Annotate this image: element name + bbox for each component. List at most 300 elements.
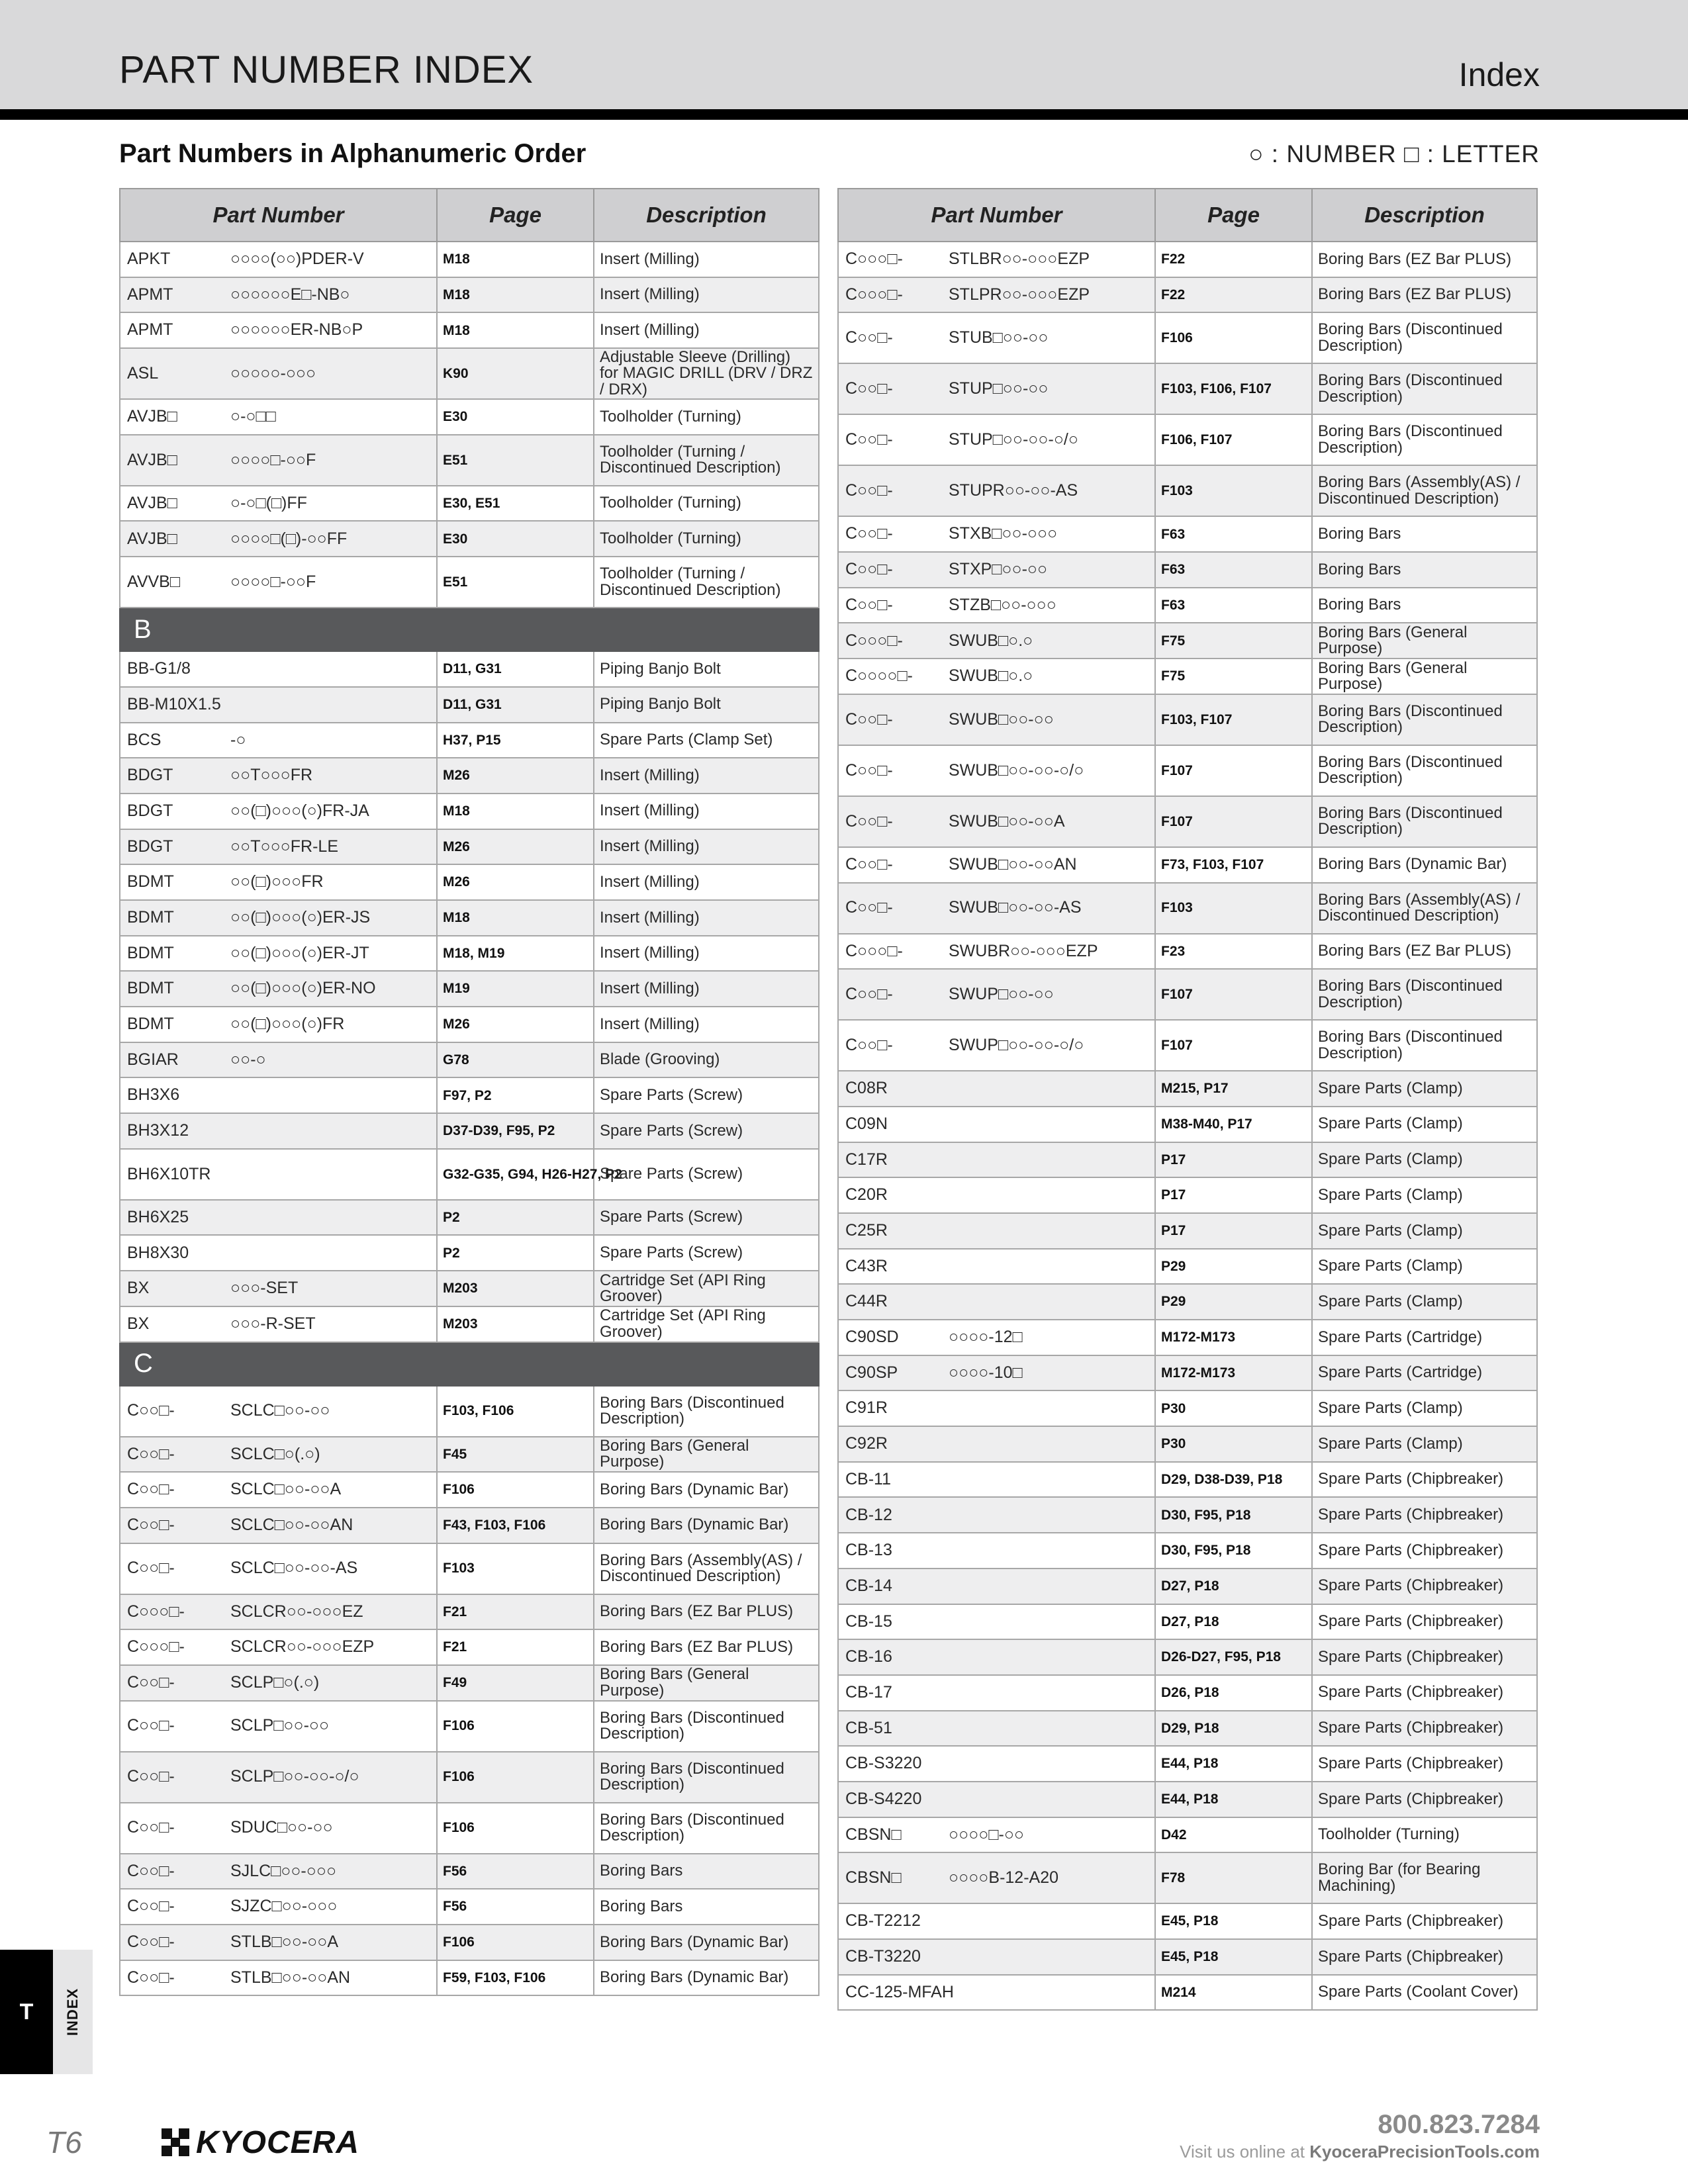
description-cell: Spare Parts (Chipbreaker) [1312, 1639, 1537, 1675]
part-number-cell [838, 1355, 1155, 1391]
description-cell: Spare Parts (Clamp) [1312, 1390, 1537, 1426]
table-row [120, 723, 819, 758]
table-row [120, 1113, 819, 1149]
part-number-cell [838, 659, 1155, 694]
description-cell: Boring Bars (Discontinued Description) [1312, 969, 1537, 1020]
part-prefix: C○○□- [127, 1444, 175, 1463]
page-reference-cell: F103, F107 [1155, 694, 1312, 745]
table-row [838, 1249, 1537, 1285]
description-cell: Insert (Milling) [594, 312, 819, 348]
description-cell: Toolholder (Turning / Discontinued Description) [594, 557, 819, 608]
table-row [120, 1077, 819, 1113]
description-cell: Boring Bars (Discontinued Description) [1312, 694, 1537, 745]
part-suffix: ○○○○○○E□-NB○ [230, 285, 350, 304]
description-cell: Boring Bars (Discontinued Description) [1312, 745, 1537, 796]
page-reference-cell: F103 [437, 1543, 594, 1594]
part-prefix: CB-15 [845, 1612, 892, 1631]
page-reference-cell: F103 [1155, 465, 1312, 516]
part-suffix: ○-○□□ [230, 407, 276, 426]
description-cell: Spare Parts (Clamp) [1312, 1142, 1537, 1178]
table-row [838, 1903, 1537, 1939]
description-cell: Boring Bars (General Purpose) [1312, 659, 1537, 694]
table-row [838, 465, 1537, 516]
part-prefix: CB-S4220 [845, 1790, 922, 1809]
description-cell: Spare Parts (Chipbreaker) [1312, 1711, 1537, 1747]
part-number-cell [120, 1437, 437, 1473]
page-reference-cell: P17 [1155, 1177, 1312, 1213]
part-suffix: SCLP□○○-○○-○/○ [230, 1767, 359, 1786]
part-number-cell [120, 1271, 437, 1306]
part-prefix: C○○□- [127, 1818, 175, 1837]
part-prefix: APMT [127, 285, 173, 304]
page-reference-cell: E44, P18 [1155, 1782, 1312, 1817]
table-row [838, 796, 1537, 847]
page-reference-cell: P17 [1155, 1142, 1312, 1178]
part-number-cell [120, 242, 437, 277]
description-cell: Boring Bars (EZ Bar PLUS) [1312, 277, 1537, 313]
description-cell: Blade (Grooving) [594, 1042, 819, 1078]
part-prefix: C○○□- [127, 1861, 175, 1880]
page-reference-cell: D26, P18 [1155, 1675, 1312, 1711]
description-cell: Spare Parts (Screw) [594, 1200, 819, 1236]
description-cell: Boring Bars (Assembly(AS) / Discontinued Description) [1312, 465, 1537, 516]
section-tab[interactable] [0, 1950, 53, 2074]
part-number-cell [838, 1142, 1155, 1178]
description-cell: Spare Parts (Chipbreaker) [1312, 1675, 1537, 1711]
part-number-cell [120, 900, 437, 936]
part-prefix: CB-12 [845, 1505, 892, 1524]
table-row [838, 1975, 1537, 2011]
part-number-cell [120, 1149, 437, 1200]
page-reference-cell: F106 [437, 1472, 594, 1508]
table-row [838, 969, 1537, 1020]
part-prefix: CB-17 [845, 1682, 892, 1702]
part-prefix: BH3X6 [127, 1085, 180, 1105]
table-row [838, 1939, 1537, 1975]
part-prefix: BCS [127, 730, 162, 749]
page-reference-cell: F63 [1155, 552, 1312, 588]
table-row [120, 399, 819, 435]
description-cell: Spare Parts (Screw) [594, 1235, 819, 1271]
part-prefix: CBSN□ [845, 1825, 902, 1844]
part-number-cell [120, 1113, 437, 1149]
page-reference-cell: M203 [437, 1271, 594, 1306]
section-letter: B [120, 608, 819, 651]
part-prefix: C○○□- [845, 854, 893, 874]
part-prefix: C○○○○□- [845, 666, 913, 686]
part-prefix: C○○□- [845, 898, 893, 917]
contact-phone: 800.823.7284 [1378, 2110, 1540, 2139]
page-reference-cell: D29, D38-D39, P18 [1155, 1462, 1312, 1498]
part-prefix: C○○□- [845, 379, 893, 398]
part-prefix: C43R [845, 1256, 888, 1275]
column-header-page: Page [1155, 189, 1312, 242]
table-row [838, 1852, 1537, 1903]
page-reference-cell: P2 [437, 1200, 594, 1236]
page-reference-cell: F21 [437, 1594, 594, 1630]
part-suffix: SWUB□○.○ [949, 666, 1033, 686]
page-reference-cell: F56 [437, 1854, 594, 1889]
page-reference-cell: D37-D39, F95, P2 [437, 1113, 594, 1149]
page-reference-cell: M26 [437, 829, 594, 865]
page-reference-cell: M172-M173 [1155, 1355, 1312, 1391]
description-cell: Toolholder (Turning) [1312, 1817, 1537, 1853]
table-row [838, 1675, 1537, 1711]
table-row [838, 1284, 1537, 1320]
table-row [120, 557, 819, 608]
part-suffix: ○○-○ [230, 1050, 266, 1069]
table-row [838, 1320, 1537, 1355]
kyocera-emblem-icon [159, 2126, 192, 2159]
part-suffix: ○○○-SET [230, 1279, 299, 1298]
page-reference-cell: F106 [437, 1752, 594, 1803]
description-cell: Spare Parts (Coolant Cover) [1312, 1975, 1537, 2011]
table-row [120, 1472, 819, 1508]
table-row [838, 1020, 1537, 1071]
part-prefix: CB-T2212 [845, 1911, 921, 1931]
website-link[interactable]: KyoceraPrecisionTools.com [1309, 2142, 1540, 2161]
table-row [838, 745, 1537, 796]
part-number-cell [120, 1543, 437, 1594]
part-number-cell [838, 1426, 1155, 1462]
part-prefix: C92R [845, 1434, 888, 1453]
part-prefix: C○○□- [845, 811, 893, 831]
section-label: Index [1458, 56, 1540, 93]
table-row [838, 516, 1537, 552]
part-suffix: SWUB□○○-○○-○/○ [949, 760, 1084, 780]
part-number-cell [838, 1020, 1155, 1071]
table-row [120, 1007, 819, 1042]
website-prefix: Visit us online at [1180, 2142, 1310, 2161]
part-number-cell [838, 1852, 1155, 1903]
table-row [120, 687, 819, 723]
table-row [120, 864, 819, 900]
page-reference-cell: F22 [1155, 277, 1312, 313]
part-number-cell [838, 1782, 1155, 1817]
part-number-cell [838, 1746, 1155, 1782]
part-number-cell [838, 745, 1155, 796]
table-row [838, 1426, 1537, 1462]
part-suffix: SDUC□○○-○○ [230, 1818, 333, 1837]
part-prefix: BB-M10X1.5 [127, 694, 221, 713]
page-reference-cell: D29, P18 [1155, 1711, 1312, 1747]
part-number-cell [838, 1390, 1155, 1426]
page-reference-cell: H37, P15 [437, 723, 594, 758]
part-number-cell [120, 435, 437, 486]
column-header-part-number: Part Number [838, 189, 1155, 242]
part-number-cell [120, 758, 437, 794]
part-prefix: BDMT [127, 979, 174, 998]
part-number-cell [120, 1042, 437, 1078]
part-suffix: SWUP□○○-○○-○/○ [949, 1035, 1084, 1054]
part-number-cell [120, 521, 437, 557]
page-reference-cell: F106 [437, 1803, 594, 1854]
description-cell: Insert (Milling) [594, 864, 819, 900]
part-number-cell [838, 969, 1155, 1020]
table-row [838, 847, 1537, 883]
table-row [838, 1177, 1537, 1213]
part-suffix: SJLC□○○-○○○ [230, 1861, 337, 1880]
part-suffix: STLB□○○-○○AN [230, 1968, 351, 1987]
part-suffix: ○○(□)○○○(○)FR [230, 1015, 345, 1034]
table-row [120, 1701, 819, 1752]
description-cell: Spare Parts (Chipbreaker) [1312, 1604, 1537, 1640]
table-row [838, 1569, 1537, 1604]
part-prefix: C20R [845, 1185, 888, 1205]
table-row [838, 623, 1537, 659]
description-cell: Boring Bars (Discontinued Description) [1312, 363, 1537, 414]
part-prefix: AVJB□ [127, 493, 177, 512]
table-row [838, 1817, 1537, 1853]
part-number-cell [838, 1903, 1155, 1939]
part-number-cell [838, 363, 1155, 414]
part-number-cell [120, 1235, 437, 1271]
part-suffix: SCLCR○○-○○○EZP [230, 1637, 375, 1657]
description-cell: Insert (Milling) [594, 971, 819, 1007]
part-suffix: ○○○○□(□)-○○FF [230, 529, 348, 548]
description-cell: Spare Parts (Screw) [594, 1113, 819, 1149]
part-number-cell [838, 1284, 1155, 1320]
part-prefix: C09N [845, 1114, 888, 1133]
description-cell: Spare Parts (Screw) [594, 1149, 819, 1200]
part-prefix: C○○□- [127, 1515, 175, 1534]
part-prefix: BDGT [127, 766, 173, 785]
part-suffix: ○○○○□-○○F [230, 450, 316, 469]
brand-logo [159, 2122, 359, 2163]
page-reference-cell: M26 [437, 1007, 594, 1042]
section-tab-letter: T [19, 1999, 34, 2025]
part-number-cell [120, 399, 437, 435]
description-cell: Insert (Milling) [594, 936, 819, 972]
part-suffix: ○○○○B-12-A20 [949, 1868, 1059, 1888]
page-reference-cell: M19 [437, 971, 594, 1007]
page-reference-cell: E45, P18 [1155, 1903, 1312, 1939]
part-prefix: C○○□- [127, 1933, 175, 1952]
part-prefix: AVVB□ [127, 572, 180, 591]
part-prefix: BH8X30 [127, 1243, 189, 1262]
description-cell: Boring Bars (Dynamic Bar) [594, 1960, 819, 1996]
page-reference-cell: M38-M40, P17 [1155, 1107, 1312, 1142]
description-cell: Boring Bars (Discontinued Description) [594, 1803, 819, 1854]
column-header-part-number: Part Number [120, 189, 437, 242]
part-number-cell [120, 1508, 437, 1543]
part-prefix: C○○□- [127, 1968, 175, 1987]
page-reference-cell: F103 [1155, 883, 1312, 934]
part-suffix: SCLP□○○-○○ [230, 1716, 330, 1735]
table-body-left [120, 242, 819, 1995]
part-prefix: C○○○□- [845, 250, 903, 269]
description-cell: Cartridge Set (API Ring Groover) [594, 1306, 819, 1342]
part-number-cell [838, 1675, 1155, 1711]
page-reference-cell: F103, F106, F107 [1155, 363, 1312, 414]
part-prefix: C○○○□- [845, 941, 903, 960]
description-cell: Spare Parts (Chipbreaker) [1312, 1746, 1537, 1782]
part-suffix: STLPR○○-○○○EZP [949, 285, 1090, 304]
part-number-cell [838, 516, 1155, 552]
page-reference-cell: F107 [1155, 1020, 1312, 1071]
part-number-cell [120, 1629, 437, 1665]
description-cell: Boring Bars (General Purpose) [594, 1437, 819, 1473]
table-row [120, 1803, 819, 1854]
part-number-cell [838, 1071, 1155, 1107]
page-reference-cell: D11, G31 [437, 687, 594, 723]
page-reference-cell: E30 [437, 521, 594, 557]
part-prefix: C○○□- [127, 1480, 175, 1499]
part-suffix: STUB□○○-○○ [949, 328, 1049, 347]
part-suffix: STUP□○○-○○-○/○ [949, 430, 1078, 449]
part-number-cell [838, 883, 1155, 934]
description-cell: Insert (Milling) [594, 277, 819, 313]
table-row [120, 1149, 819, 1200]
part-number-cell [838, 847, 1155, 883]
description-cell: Boring Bars [594, 1889, 819, 1925]
page-reference-cell: M203 [437, 1306, 594, 1342]
header-rule [0, 109, 1688, 120]
part-prefix: C○○□- [845, 430, 893, 449]
page-reference-cell: D26-D27, F95, P18 [1155, 1639, 1312, 1675]
page-reference-cell: D42 [1155, 1817, 1312, 1853]
part-number-cell [838, 1711, 1155, 1747]
page-reference-cell: M18 [437, 242, 594, 277]
part-number-cell [838, 1249, 1155, 1285]
letter-section-header [120, 608, 819, 651]
part-prefix: C08R [845, 1079, 888, 1098]
description-cell: Spare Parts (Cartridge) [1312, 1355, 1537, 1391]
part-prefix: C○○□- [845, 560, 893, 579]
description-cell: Boring Bars (Dynamic Bar) [594, 1925, 819, 1960]
brand-wordmark: KYOCERA [196, 2124, 360, 2160]
description-cell: Spare Parts (Chipbreaker) [1312, 1497, 1537, 1533]
description-cell: Spare Parts (Chipbreaker) [1312, 1462, 1537, 1498]
part-suffix: SCLC□○(.○) [230, 1444, 320, 1463]
table-row [120, 1306, 819, 1342]
part-suffix: ○○○○□-○○ [949, 1825, 1025, 1844]
part-prefix: CB-51 [845, 1718, 892, 1737]
table-row [120, 758, 819, 794]
part-number-cell [838, 1533, 1155, 1569]
description-cell: Boring Bars (Discontinued Description) [594, 1701, 819, 1752]
part-prefix: CB-13 [845, 1541, 892, 1560]
table-row [838, 1533, 1537, 1569]
part-number-cell [838, 312, 1155, 363]
page-reference-cell: M18 [437, 900, 594, 936]
part-number-cell [120, 1007, 437, 1042]
index-subtitle: Part Numbers in Alphanumeric Order [119, 139, 586, 168]
part-number-cell [838, 623, 1155, 659]
part-number-cell [838, 242, 1155, 277]
description-cell: Boring Bars [1312, 588, 1537, 623]
part-suffix: SWUB□○○-○○ [949, 709, 1054, 729]
part-number-cell [838, 1320, 1155, 1355]
part-number-cell [838, 1817, 1155, 1853]
part-suffix: STUP□○○-○○ [949, 379, 1049, 398]
description-cell: Boring Bars (Discontinued Description) [594, 1386, 819, 1437]
part-suffix: SCLC□○○-○○ [230, 1401, 330, 1420]
part-number-cell [120, 1752, 437, 1803]
page-reference-cell: E51 [437, 557, 594, 608]
table-row [838, 1071, 1537, 1107]
part-suffix: STXB□○○-○○○ [949, 524, 1058, 543]
part-prefix: C○○□- [845, 481, 893, 500]
table-row [838, 588, 1537, 623]
letter-section-header [120, 1342, 819, 1386]
part-number-cell [838, 277, 1155, 313]
table-row [838, 1107, 1537, 1142]
part-prefix: AVJB□ [127, 450, 177, 469]
page-reference-cell: F106 [1155, 312, 1312, 363]
part-suffix: ○○○-R-SET [230, 1314, 316, 1333]
part-number-cell [120, 1386, 437, 1437]
part-index-table-left [119, 188, 820, 1996]
description-cell: Spare Parts (Clamp Set) [594, 723, 819, 758]
page-reference-cell: F59, F103, F106 [437, 1960, 594, 1996]
part-prefix: BB-G1/8 [127, 659, 191, 678]
description-cell: Boring Bars (Discontinued Description) [1312, 796, 1537, 847]
part-prefix: BH6X10TR [127, 1164, 211, 1183]
part-prefix: C○○□- [845, 328, 893, 347]
table-row [120, 242, 819, 277]
part-suffix: SWUB□○○-○○AN [949, 854, 1077, 874]
part-number-cell [120, 1472, 437, 1508]
page-reference-cell: P29 [1155, 1249, 1312, 1285]
part-prefix: C○○□- [845, 984, 893, 1003]
part-suffix: SCLC□○○-○○A [230, 1480, 342, 1499]
description-cell: Toolholder (Turning) [594, 521, 819, 557]
table-row [120, 971, 819, 1007]
part-prefix: BDMT [127, 908, 174, 927]
page-reference-cell: P17 [1155, 1213, 1312, 1249]
table-row [838, 1390, 1537, 1426]
page-reference-cell: K90 [437, 348, 594, 399]
part-prefix: CB-T3220 [845, 1947, 921, 1966]
table-row [838, 1711, 1537, 1747]
table-row [120, 651, 819, 687]
symbol-legend: ○ : NUMBER □ : LETTER [1248, 140, 1540, 167]
part-suffix: ○○○○○○ER-NB○P [230, 320, 363, 340]
page-reference-cell: M172-M173 [1155, 1320, 1312, 1355]
page-reference-cell: F21 [437, 1629, 594, 1665]
part-number-cell [120, 1665, 437, 1701]
part-prefix: CB-S3220 [845, 1754, 922, 1773]
table-row [120, 1629, 819, 1665]
description-cell: Insert (Milling) [594, 829, 819, 865]
part-number-cell [838, 694, 1155, 745]
table-row [838, 883, 1537, 934]
part-number-cell [838, 414, 1155, 465]
page-reference-cell: F75 [1155, 623, 1312, 659]
description-cell: Boring Bars (Discontinued Description) [1312, 414, 1537, 465]
part-suffix: STLBR○○-○○○EZP [949, 250, 1090, 269]
part-prefix: BDGT [127, 801, 173, 820]
description-cell: Boring Bar (for Bearing Machining) [1312, 1852, 1537, 1903]
table-row [120, 1889, 819, 1925]
page-reference-cell: F106 [437, 1701, 594, 1752]
part-number-cell [838, 1497, 1155, 1533]
table-row [120, 1200, 819, 1236]
part-suffix: ○○○○□-○○F [230, 572, 316, 591]
page-reference-cell: F78 [1155, 1852, 1312, 1903]
part-prefix: C25R [845, 1221, 888, 1240]
description-cell: Boring Bars (Assembly(AS) / Discontinued Description) [594, 1543, 819, 1594]
page-reference-cell: F107 [1155, 796, 1312, 847]
part-prefix: C17R [845, 1150, 888, 1169]
part-prefix: C○○□- [845, 524, 893, 543]
part-suffix: ○○○○-12□ [949, 1328, 1023, 1347]
table-row [838, 1604, 1537, 1640]
part-suffix: SWUP□○○-○○ [949, 984, 1054, 1003]
part-number-cell [838, 552, 1155, 588]
description-cell: Boring Bars [1312, 516, 1537, 552]
